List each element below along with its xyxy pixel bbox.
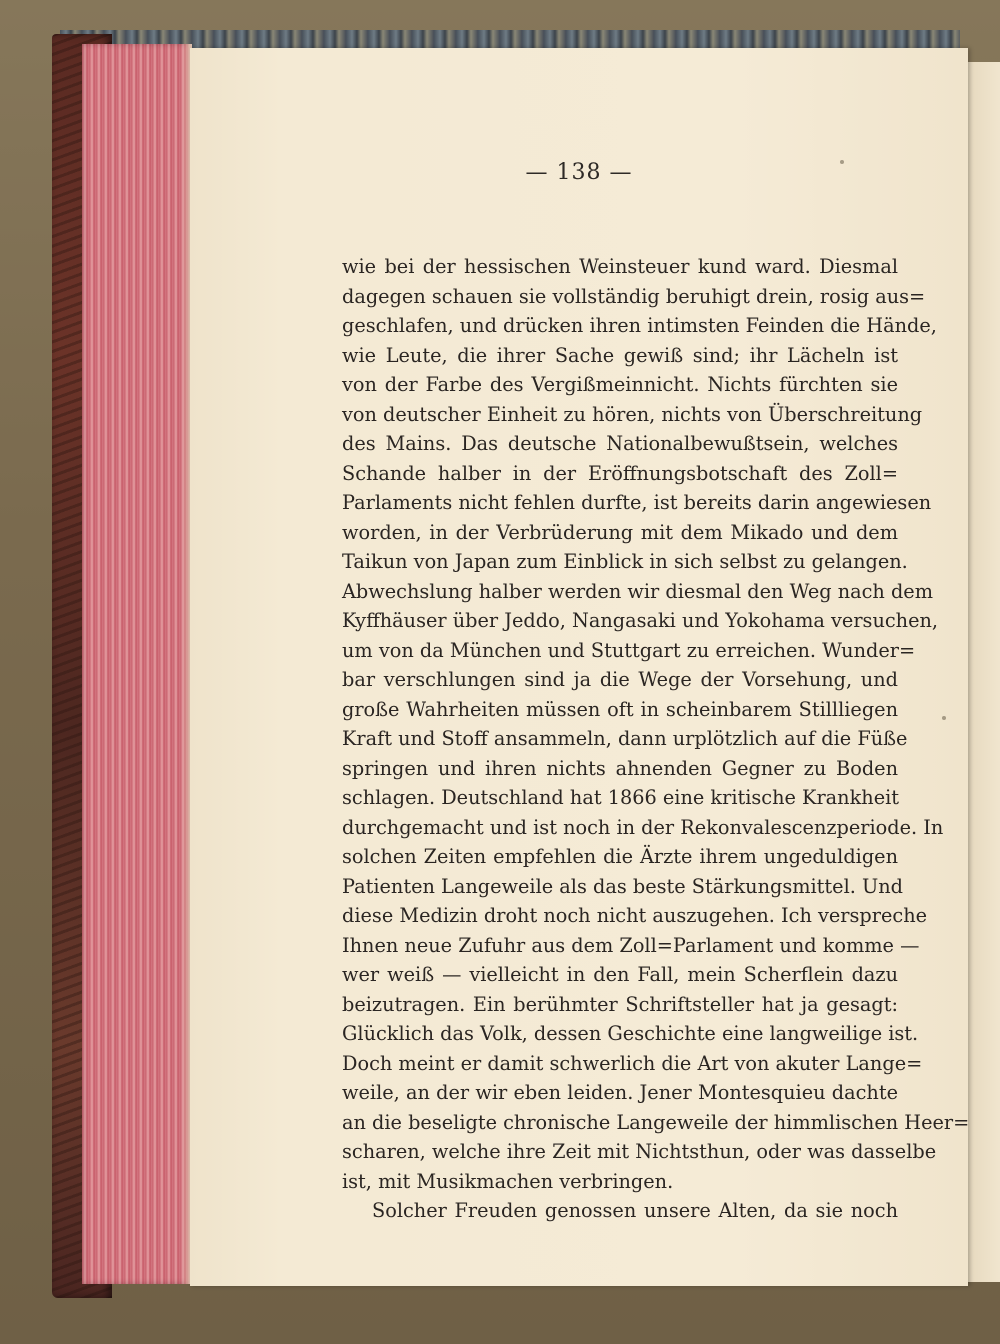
text-line: scharen, welche ihre Zeit mit Nichtsthun, oder was dasselbe <box>342 1140 937 1163</box>
text-line: Glücklich das Volk, dessen Geschichte eine langweilige ist. <box>342 1022 919 1045</box>
text-line: beizutragen. Ein berühmter Schriftsteller hat ja gesagt: <box>342 992 898 1016</box>
text-line: Parlaments nicht fehlen durfte, ist bereits darin angewiesen <box>342 491 932 514</box>
book-page <box>190 48 968 1286</box>
text-line: bar verschlungen sind ja die Wege der Vorsehung, und <box>342 668 898 691</box>
text-line: Doch meint er damit schwerlich die Art von akuter Lange= <box>342 1051 923 1075</box>
paper-speck <box>840 160 844 164</box>
page-number: — 138 — <box>525 160 633 185</box>
page-text <box>342 252 970 1226</box>
text-line: um von da München und Stuttgart zu erreichen. Wunder= <box>342 638 916 662</box>
text-line: von der Farbe des Vergißmeinnicht. Nichts fürchten sie <box>342 373 898 396</box>
text-line: durchgemacht und ist noch in der Rekonvalescenzperiode. In <box>342 815 944 839</box>
text-line: dagegen schauen sie vollständig beruhigt drein, rosig aus= <box>342 284 926 308</box>
text-line: wie bei der hessischen Weinsteuer kund ward. Diesmal <box>342 255 898 278</box>
text-line: Ihnen neue Zufuhr aus dem Zoll=Parlament und komme — <box>342 933 920 957</box>
text-line: Kraft und Stoff ansammeln, dann urplötzlich auf die Füße <box>342 727 908 750</box>
text-line: worden, in der Verbrüderung mit dem Mikado und dem <box>342 520 898 544</box>
text-line: von deutscher Einheit zu hören, nichts von Überschreitung <box>342 402 923 426</box>
text-line: große Wahrheiten müssen oft in scheinbarem Stillliegen <box>342 697 898 721</box>
paragraph-end-line: ist, mit Musikmachen verbringen. <box>342 1169 674 1193</box>
text-line: Schande halber in der Eröffnungsbotschaft des Zoll= <box>342 461 898 485</box>
text-line: Taikun von Japan zum Einblick in sich selbst zu gelangen. <box>342 550 908 573</box>
text-line: geschlafen, und drücken ihren intimsten Feinden die Hände, <box>342 314 937 337</box>
paragraph-start-line: Solcher Freuden genossen unsere Alten, da sie noch <box>372 1199 898 1222</box>
text-line: Kyffhäuser über Jeddo, Nangasaki und Yokohama versuchen, <box>342 609 939 632</box>
text-line: weile, an der wir eben leiden. Jener Montesquieu dachte <box>342 1081 898 1104</box>
text-line: an die beseligte chronische Langeweile der himmlischen Heer= <box>342 1110 970 1134</box>
text-line: diese Medizin droht noch nicht auszugehen. Ich verspreche <box>342 904 928 927</box>
text-line: Abwechslung halber werden wir diesmal den Weg nach dem <box>342 579 934 603</box>
text-line: solchen Zeiten empfehlen die Ärzte ihrem ungeduldigen <box>342 845 898 868</box>
text-line: wie Leute, die ihrer Sache gewiß sind; ihr Lächeln ist <box>342 343 898 367</box>
paper-speck <box>942 716 946 720</box>
page-edges <box>82 44 192 1284</box>
text-line: springen und ihren nichts ahnenden Gegner zu Boden <box>342 756 898 780</box>
text-line: wer weiß — vielleicht in den Fall, mein Scherflein dazu <box>342 963 898 986</box>
text-line: schlagen. Deutschland hat 1866 eine kritische Krankheit <box>342 786 900 809</box>
text-line: Patienten Langeweile als das beste Stärkungsmittel. Und <box>342 874 904 898</box>
text-line: des Mains. Das deutsche Nationalbewußtsein, welches <box>342 432 898 455</box>
